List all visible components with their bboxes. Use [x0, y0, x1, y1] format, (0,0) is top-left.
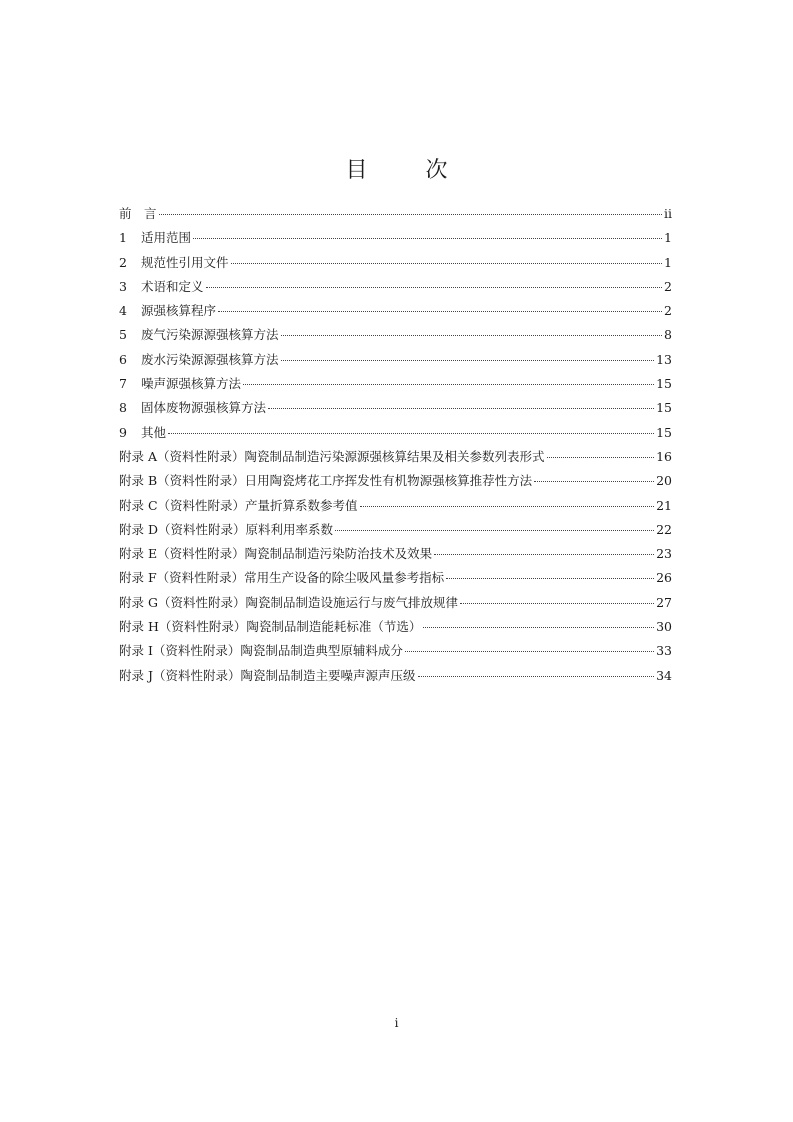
toc-dot-leader: [360, 506, 655, 507]
toc-entry-number: 4: [119, 303, 127, 319]
toc-entry-label: 术语和定义: [141, 278, 204, 294]
toc-entry-page: 15: [656, 400, 672, 416]
toc-entry[interactable]: [119, 494, 672, 518]
toc-dot-leader: [434, 554, 654, 555]
toc-entry-page: 2: [664, 303, 672, 319]
toc-entry-page: 22: [656, 521, 672, 537]
toc-entry[interactable]: [119, 445, 672, 469]
toc-entry-page: 30: [656, 619, 672, 635]
toc-entry-label: 源强核算程序: [141, 303, 217, 319]
toc-entry[interactable]: [119, 542, 672, 566]
toc-entry-number: 2: [119, 254, 127, 270]
toc-entry-label: 附录 E（资料性附录）陶瓷制品制造污染防治技术及效果: [119, 546, 433, 562]
toc-entry[interactable]: [119, 226, 672, 250]
toc-entry[interactable]: [119, 251, 672, 275]
toc-dot-leader: [268, 408, 654, 409]
toc-entry-number: 5: [119, 327, 127, 343]
toc-dot-leader: [335, 530, 654, 531]
toc-entry-page: 2: [664, 278, 672, 294]
table-of-contents: [119, 202, 672, 688]
toc-dot-leader: [460, 603, 654, 604]
toc-entry-page: 23: [656, 546, 672, 562]
toc-entry-page: 21: [656, 497, 672, 513]
toc-entry-page: 15: [656, 376, 672, 392]
toc-entry-label: 附录 F（资料性附录）常用生产设备的除尘吸风量参考指标: [119, 570, 445, 586]
toc-entry[interactable]: [119, 202, 672, 226]
toc-entry-page: 26: [656, 570, 672, 586]
toc-entry-page: 20: [656, 473, 672, 489]
toc-entry[interactable]: [119, 518, 672, 542]
toc-entry[interactable]: [119, 639, 672, 663]
toc-entry-page: 27: [656, 594, 672, 610]
toc-entry-label: 附录 J（资料性附录）陶瓷制品制造主要噪声源声压级: [119, 667, 416, 683]
toc-dot-leader: [446, 578, 654, 579]
toc-entry-page: 8: [664, 327, 672, 343]
toc-entry[interactable]: [119, 591, 672, 615]
toc-entry-number: 1: [119, 230, 127, 246]
toc-entry[interactable]: [119, 348, 672, 372]
toc-dot-leader: [193, 238, 662, 239]
toc-entry-page: 33: [656, 643, 672, 659]
toc-dot-leader: [281, 335, 663, 336]
toc-entry-label: 附录 I（资料性附录）陶瓷制品制造典型原辅料成分: [119, 643, 403, 659]
toc-entry[interactable]: [119, 372, 672, 396]
page-number: i: [394, 1016, 399, 1030]
toc-entry-label: 附录 H（资料性附录）陶瓷制品制造能耗标准（节选）: [119, 619, 422, 635]
toc-entry-page: 15: [656, 424, 672, 440]
toc-entry-label: 附录 G（资料性附录）陶瓷制品制造设施运行与废气排放规律: [119, 594, 458, 610]
toc-entry[interactable]: [119, 615, 672, 639]
toc-entry-page: 16: [656, 448, 672, 464]
toc-entry-number: 6: [119, 351, 127, 367]
toc-entry-label: 适用范围: [141, 230, 192, 246]
toc-entry-label: 废水污染源源强核算方法: [141, 351, 279, 367]
toc-dot-leader: [534, 481, 654, 482]
toc-entry[interactable]: [119, 469, 672, 493]
page-title: 目 次: [345, 158, 466, 183]
toc-dot-leader: [547, 457, 655, 458]
toc-dot-leader: [218, 311, 662, 312]
toc-entry-page: ii: [664, 206, 672, 221]
toc-entry-number: 8: [119, 400, 127, 416]
toc-entry[interactable]: [119, 275, 672, 299]
toc-entry-page: 34: [656, 667, 672, 683]
toc-dot-leader: [168, 433, 654, 434]
toc-entry[interactable]: [119, 664, 672, 688]
toc-entry-label: 废气污染源源强核算方法: [141, 327, 279, 343]
toc-entry[interactable]: [119, 396, 672, 420]
toc-dot-leader: [405, 651, 654, 652]
toc-entry-page: 1: [664, 254, 672, 270]
toc-entry-label: 噪声源强核算方法: [141, 376, 242, 392]
toc-entry[interactable]: [119, 299, 672, 323]
toc-entry[interactable]: [119, 323, 672, 347]
toc-entry-label: 附录 B（资料性附录）日用陶瓷烤花工序挥发性有机物源强核算推荐性方法: [119, 473, 533, 489]
toc-dot-leader: [159, 214, 662, 215]
toc-entry-label: 规范性引用文件: [141, 254, 229, 270]
toc-entry-page: 13: [656, 351, 672, 367]
toc-entry-number: 3: [119, 278, 127, 294]
toc-dot-leader: [281, 360, 655, 361]
toc-entry-label: 前 言: [119, 206, 157, 221]
toc-entry[interactable]: [119, 421, 672, 445]
toc-dot-leader: [423, 627, 654, 628]
toc-entry-label: 其他: [141, 424, 167, 440]
toc-entry-number: 7: [119, 376, 127, 392]
toc-entry-label: 附录 A（资料性附录）陶瓷制品制造污染源源强核算结果及相关参数列表形式: [119, 448, 545, 464]
toc-dot-leader: [231, 263, 663, 264]
toc-entry-label: 附录 C（资料性附录）产量折算系数参考值: [119, 497, 358, 513]
toc-entry-number: 9: [119, 424, 127, 440]
toc-dot-leader: [243, 384, 654, 385]
toc-entry-label: 固体废物源强核算方法: [141, 400, 267, 416]
toc-entry-page: 1: [664, 230, 672, 246]
toc-dot-leader: [206, 287, 663, 288]
toc-entry-label: 附录 D（资料性附录）原料利用率系数: [119, 521, 333, 537]
toc-entry[interactable]: [119, 566, 672, 590]
toc-dot-leader: [418, 676, 655, 677]
